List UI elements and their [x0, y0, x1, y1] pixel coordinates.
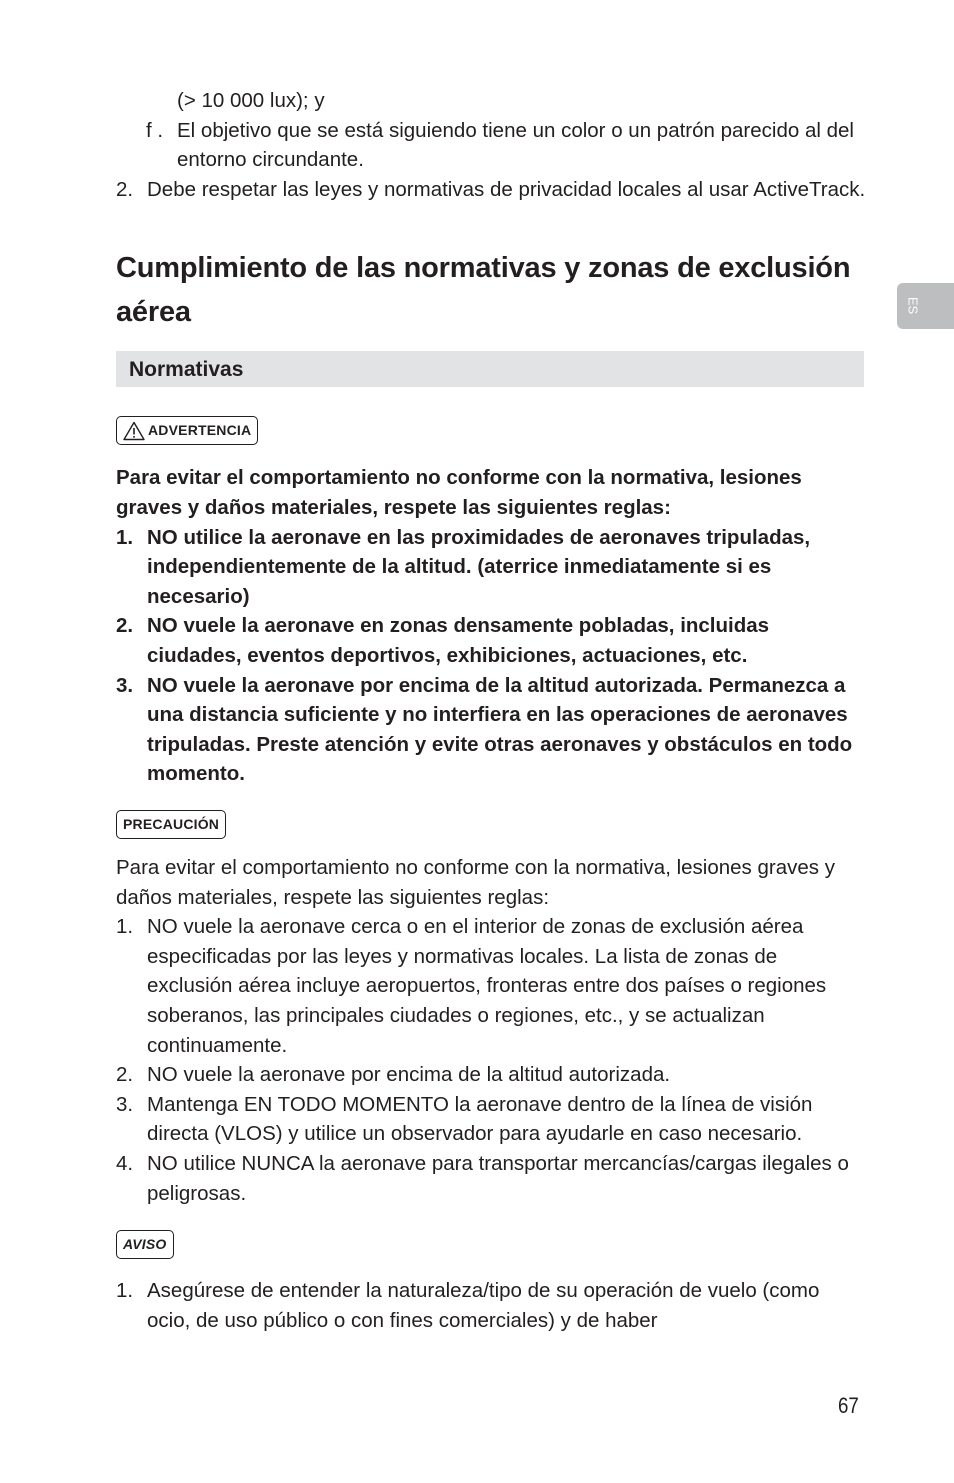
list-text: Asegúrese de entender la naturaleza/tipo de su operación de vuelo (como ocio, de uso público o con fines comerciales) y de haber [147, 1279, 820, 1332]
list-marker: 1. [116, 915, 134, 939]
list-text: NO vuele la aeronave cerca o en el interior de zonas de exclusión aérea especificadas por las leyes y normativas locales. La lista de zonas de exclusión aérea incluye aeropuertos, fronteras entre dos países o regiones soberanos, las principales ciudades o regiones, etc., y se actualizan continuamente. [147, 915, 827, 1057]
caution-list [116, 912, 866, 1208]
list-item [116, 1276, 866, 1335]
section-heading: Cumplimiento de las normativas y zonas de exclusión aérea [116, 252, 851, 329]
warning-badge-label: ADVERTENCIA [148, 422, 252, 439]
caution-intro: Para evitar el comportamiento no conforme con la normativa, lesiones graves y daños materiales, respete las siguientes reglas: [116, 856, 835, 909]
list-item [116, 1090, 866, 1149]
list-item [116, 116, 866, 175]
list-text: NO vuele la aeronave por encima de la altitud autorizada. Permanezca a una distancia suficiente y no interfiera en las operaciones de aeronaves tripuladas. Preste atención y evite otras aeronaves y obstáculos en todo momento. [147, 673, 853, 786]
caution-badge [116, 810, 226, 839]
list-text: NO vuele la aeronave por encima de la altitud autorizada. [147, 1063, 671, 1087]
list-text: NO utilice NUNCA la aeronave para transportar mercancías/cargas ilegales o peligrosas. [147, 1151, 849, 1205]
warning-intro: Para evitar el comportamiento no conforme con la normativa, lesiones graves y daños materiales, respete las siguientes reglas: [116, 466, 802, 520]
list-item [116, 175, 866, 205]
notice-badge-label: AVISO [123, 1236, 167, 1253]
list-marker: 1. [116, 1279, 134, 1303]
list-marker: 4. [116, 1151, 134, 1175]
notice-list [116, 1276, 866, 1335]
list-text: El objetivo que se está siguiendo tiene un color o un patrón parecido al del entorno circundante. [177, 118, 854, 172]
list-item [116, 671, 866, 789]
list-marker: 2. [116, 177, 134, 201]
warning-badge [116, 416, 258, 445]
list-marker: f . [146, 118, 164, 142]
continued-line: (> 10 000 lux); y [177, 89, 325, 112]
caution-badge-label: PRECAUCIÓN [123, 816, 220, 832]
list-text: Mantenga EN TODO MOMENTO la aeronave dentro de la línea de visión directa (VLOS) y utilice un observador para ayudarle en caso necesario. [147, 1092, 813, 1146]
subsection-heading: Normativas [116, 351, 864, 387]
list-text: NO utilice la aeronave en las proximidades de aeronaves tripuladas, independientemente de la altitud. (aterrice inmediatamente si es necesario) [147, 525, 811, 608]
list-item [116, 523, 866, 612]
language-tab-label: ES [905, 296, 921, 315]
list-item [116, 611, 866, 670]
list-marker: 2. [116, 614, 134, 638]
page-content [116, 86, 866, 1335]
list-marker: 3. [116, 1092, 134, 1116]
warning-triangle-icon [123, 421, 145, 441]
list-marker: 2. [116, 1063, 134, 1087]
list-item [116, 1060, 866, 1090]
page-number: 67 [838, 1393, 859, 1418]
list-text: Debe respetar las leyes y normativas de privacidad locales al usar ActiveTrack. [147, 177, 866, 201]
notice-badge [116, 1230, 174, 1259]
warning-list [116, 523, 866, 789]
list-marker: 3. [116, 673, 134, 697]
list-text: NO vuele la aeronave en zonas densamente pobladas, incluidas ciudades, eventos deportivos, exhibiciones, actuaciones, etc. [147, 614, 770, 668]
list-item [116, 1149, 866, 1208]
language-tab [897, 283, 954, 329]
list-item [116, 912, 866, 1060]
list-marker: 1. [116, 525, 134, 549]
